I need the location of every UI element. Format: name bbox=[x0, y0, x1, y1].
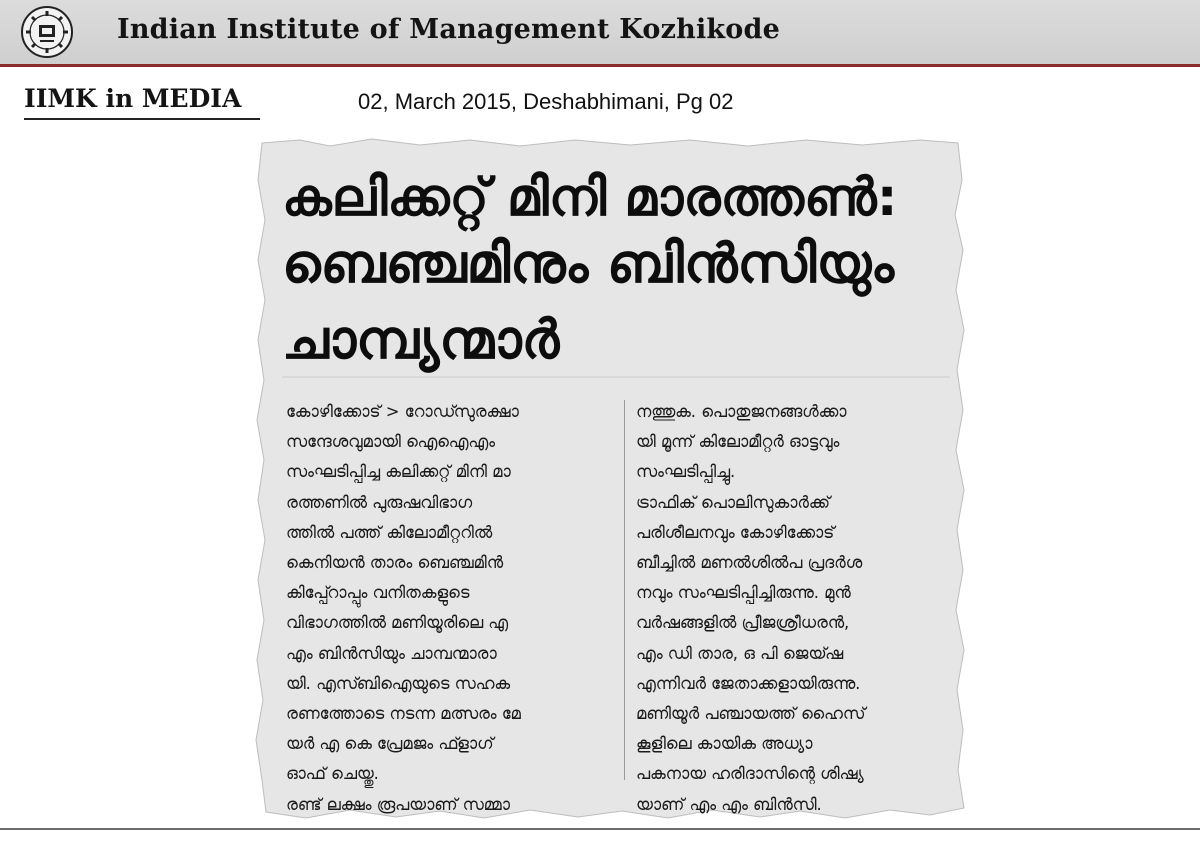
article-line: കെനിയൻ താരം ബെഞ്ചമിൻ bbox=[286, 553, 503, 573]
article-line: സന്ദേശവുമായി ഐഐഎം bbox=[286, 432, 495, 452]
article-line: എന്നിവർ ജേതാക്കളായിരുന്നു. bbox=[636, 673, 861, 693]
article-line: എം ബിൻസിയും ചാമ്പന്മാരാ bbox=[286, 643, 497, 663]
article-line: രണത്തോടെ നടന്ന മത്സരം മേ bbox=[286, 704, 521, 724]
article-line: യി. എസ്ബിഐയുടെ സഹക bbox=[286, 673, 511, 693]
institute-title: Indian Institute of Management Kozhikode bbox=[117, 14, 780, 45]
article-line: ഓഫ് ചെയ്തു. bbox=[286, 764, 379, 784]
article-line: നവും സംഘടിപ്പിച്ചിരുന്നു. മുൻ bbox=[636, 583, 851, 603]
article-line: നത്തുക. പൊതുജനങ്ങൾക്കാ bbox=[636, 402, 847, 421]
article-line: മണിയൂർ പഞ്ചായത്ത് ഹൈസ് bbox=[636, 704, 866, 724]
footer-rule bbox=[0, 828, 1200, 830]
article-line: എം ഡി താര, ഒ പി ജെയ്ഷ bbox=[636, 643, 844, 663]
article-line: വർഷങ്ങളിൽ പ്രീജശ്രീധരൻ, bbox=[636, 613, 850, 633]
article-line: കിപ്പ്റോപ്പും വനിതകളുടെ bbox=[286, 583, 470, 603]
article-line: ട്രാഫിക് പൊലിസുകാർക്ക് bbox=[636, 492, 830, 512]
article-line: യർ എ കെ പ്രേമജം ഫ്ളാഗ് bbox=[286, 734, 494, 754]
column-divider bbox=[624, 400, 625, 780]
article-line: സംഘടിപ്പിച്ചു. bbox=[636, 462, 736, 482]
article-line: രണ്ട് ലക്ഷം രൂപയാണ് സമ്മാ bbox=[286, 794, 510, 814]
headline-line-3: ചാമ്പ്യന്മാർ bbox=[282, 308, 560, 371]
headline-line-1: കലിക്കറ്റ് മിനി മാരത്തൺ: bbox=[282, 168, 898, 228]
headline-line-2: ബെഞ്ചമിനും ബിൻസിയും bbox=[282, 232, 894, 295]
article-line: ത്തിൽ പത്ത് കിലോമീറ്ററിൽ bbox=[286, 522, 493, 542]
article-line: സംഘടിപ്പിച്ച കലിക്കറ്റ് മിനി മാ bbox=[286, 462, 511, 482]
article-line: യി മൂന്ന് കിലോമീറ്റർ ഓട്ടവും bbox=[636, 432, 840, 452]
article-line: രത്തണിൽ പുരുഷവിഭാഗ bbox=[286, 492, 472, 512]
article-line: പകനായ ഹരിദാസിന്റെ ശിഷ്യ bbox=[636, 764, 864, 784]
article-column-right bbox=[636, 397, 966, 820]
article-line: ബീച്ചിൽ മണൽശിൽപ പ്രദർശ bbox=[636, 553, 863, 573]
article-line: വിഭാഗത്തിൽ മണിയൂരിലെ എ bbox=[286, 613, 509, 633]
section-title: IIMK in MEDIA bbox=[24, 84, 242, 113]
article-line: യാണ് എം എം ബിൻസി. bbox=[636, 794, 822, 814]
clipping-caption: 02, March 2015, Deshabhimani, Pg 02 bbox=[358, 89, 734, 114]
article-line: പരിശീലനവും കോഴിക്കോട് bbox=[636, 522, 835, 542]
article-column-left bbox=[286, 397, 626, 820]
article-line: കോഴിക്കോട് > റോഡ്സുരക്ഷാ bbox=[286, 402, 519, 421]
article-line: കൂളിലെ കായിക അധ്യാ bbox=[636, 734, 813, 754]
